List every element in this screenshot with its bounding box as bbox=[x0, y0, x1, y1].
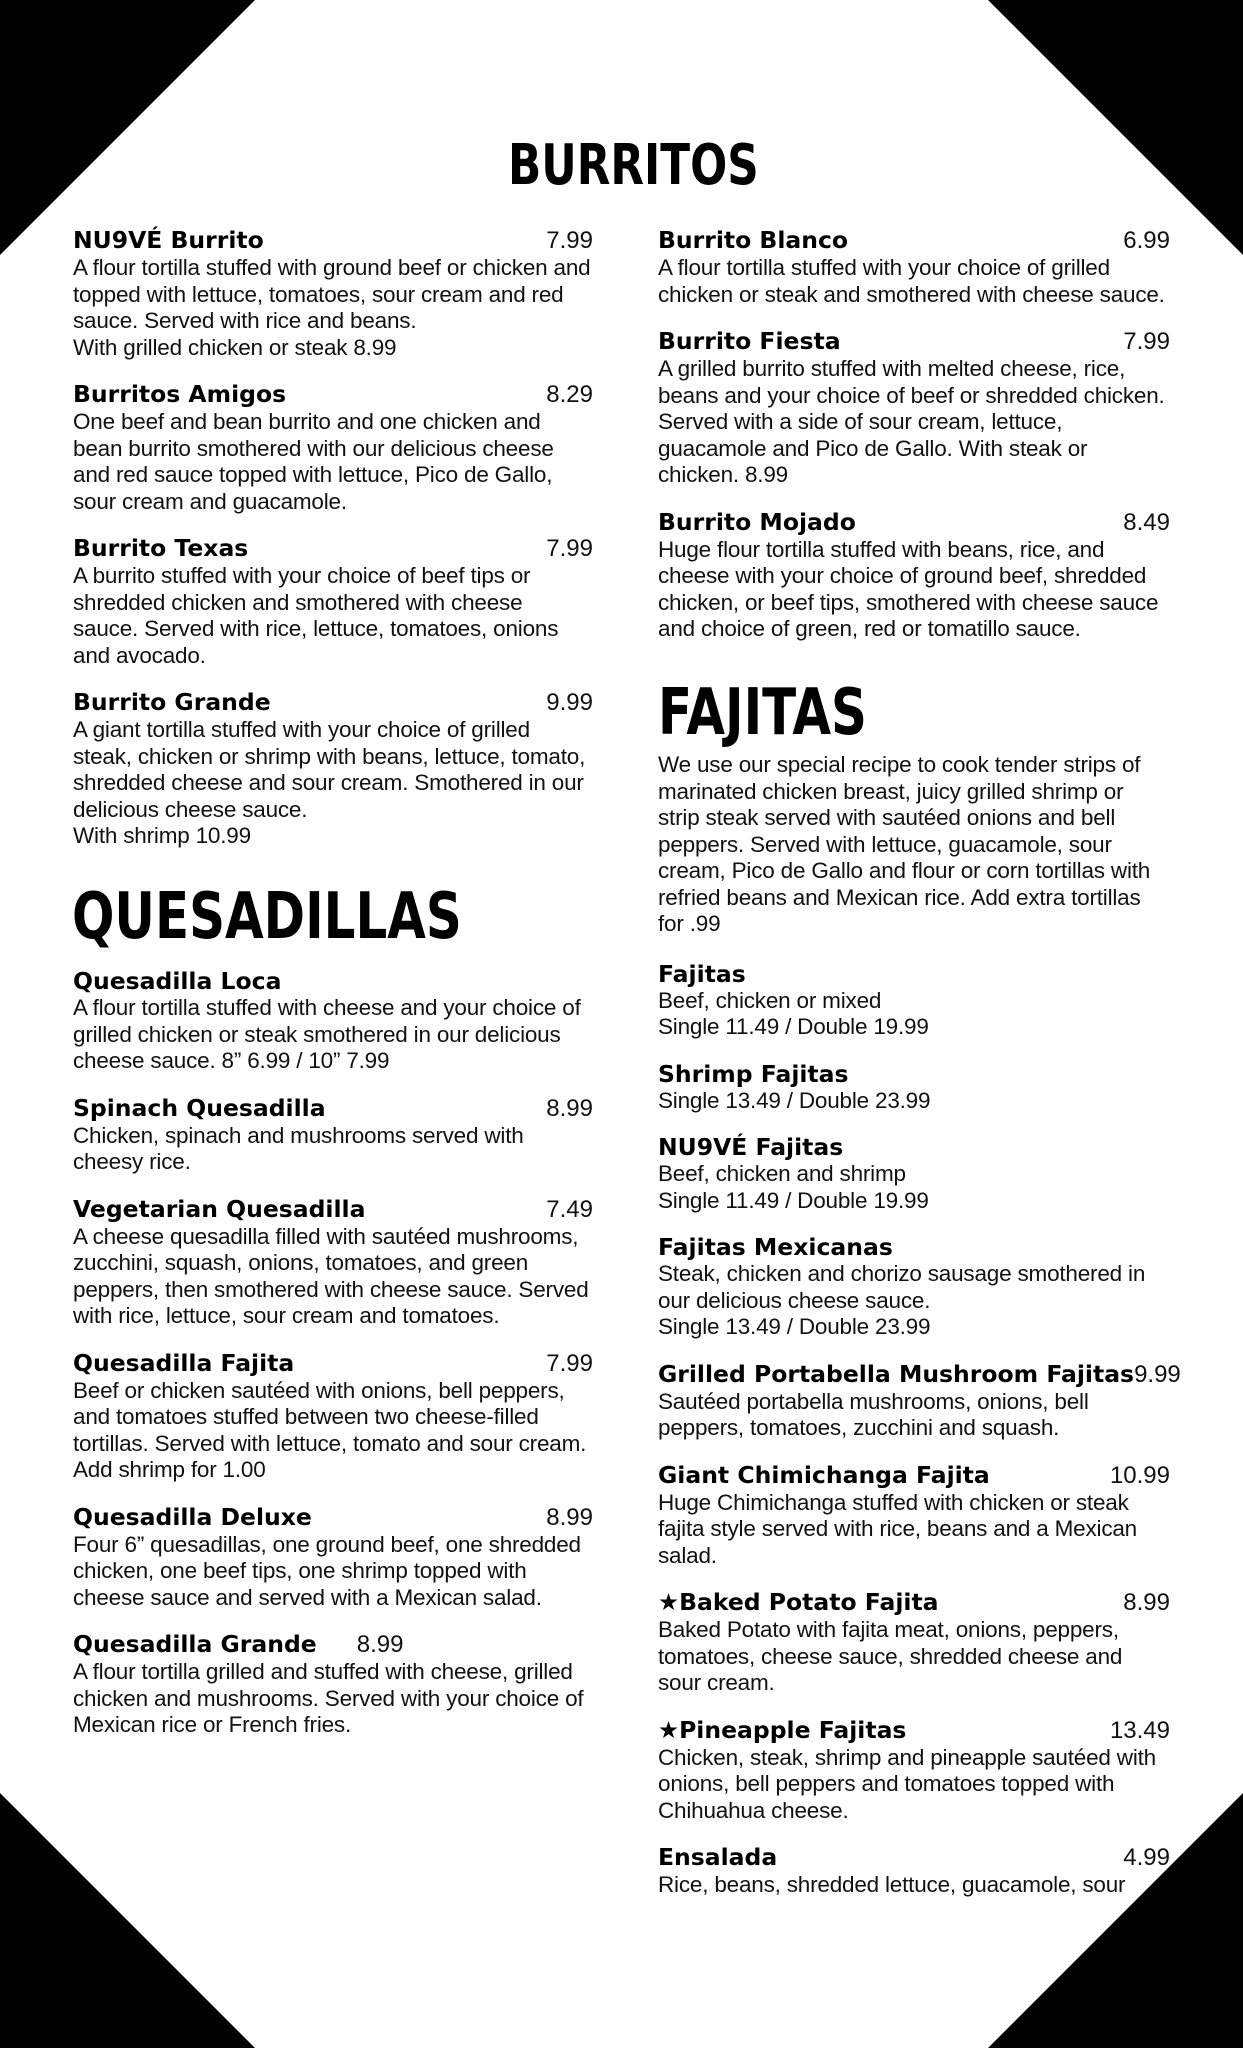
item-name: Baked Potato Fajita bbox=[679, 1588, 939, 1616]
item-price: 9.99 bbox=[1134, 1360, 1181, 1388]
menu-item bbox=[658, 1060, 1170, 1115]
item-description: Huge flour tortilla stuffed with beans, rice, and cheese with your choice of ground beef, shredded chicken, or beef tips, smothered with cheese sauce and choice of green, red or tomatillo sauce. bbox=[658, 536, 1159, 641]
menu-item bbox=[658, 1133, 1170, 1214]
menu-item bbox=[658, 1461, 1170, 1570]
item-description: A giant tortilla stuffed with your choice of grilled steak, chicken or shrimp with beans, lettuce, tomato, shredded cheese and sour cream. Smothered in our delicious cheese sauce. bbox=[73, 717, 586, 822]
item-description: A flour tortilla grilled and stuffed with cheese, grilled chicken and mushrooms. Served with your choice of Mexican rice or French fries. bbox=[73, 1659, 584, 1737]
item-price: 13.49 bbox=[1109, 1716, 1170, 1744]
corner-decoration-bottom-left bbox=[0, 1793, 255, 2048]
corner-decoration-top-right bbox=[988, 0, 1243, 255]
item-name: NU9VÉ Burrito bbox=[73, 226, 264, 254]
item-price: 6.99 bbox=[1123, 227, 1170, 254]
item-description: Beef, chicken and shrimp bbox=[658, 1161, 906, 1186]
item-extra: Single 11.49 / Double 19.99 bbox=[658, 1014, 929, 1039]
star-icon: ★ bbox=[658, 1715, 680, 1744]
menu-item bbox=[73, 380, 593, 515]
item-name: Spinach Quesadilla bbox=[73, 1093, 326, 1122]
item-description: Rice, beans, shredded lettuce, guacamole, sour bbox=[658, 1872, 1126, 1897]
menu-item bbox=[658, 226, 1170, 308]
item-name: Quesadilla Grande bbox=[73, 1630, 317, 1658]
item-description: Beef, chicken or mixed bbox=[658, 987, 882, 1013]
item-name: NU9VÉ Fajitas bbox=[658, 1133, 844, 1161]
item-extra: Single 13.49 / Double 23.99 bbox=[658, 1087, 931, 1113]
burritos-left-column bbox=[73, 226, 593, 869]
item-description: A flour tortilla stuffed with ground beef or chicken and topped with lettuce, tomatoes, sour cream and red sauce. Served with rice and beans. bbox=[73, 255, 591, 333]
item-extra: With shrimp 10.99 bbox=[73, 823, 251, 848]
item-price: 8.49 bbox=[1123, 508, 1170, 536]
item-price: 10.99 bbox=[1109, 1461, 1170, 1489]
item-description: A flour tortilla stuffed with cheese and your choice of grilled chicken or steak smothered in our delicious cheese sauce. 8” 6.99 / 10” 7.99 bbox=[73, 995, 581, 1073]
quesadillas-column bbox=[73, 967, 593, 1758]
item-price: 8.99 bbox=[356, 1631, 404, 1658]
item-price: 8.29 bbox=[546, 381, 593, 408]
item-description: Steak, chicken and chorizo sausage smothered in our delicious cheese sauce. bbox=[658, 1261, 1146, 1313]
section-title-burritos: BURRITOS bbox=[508, 133, 759, 198]
menu-item bbox=[658, 1588, 1170, 1697]
item-name: Ensalada bbox=[658, 1843, 778, 1871]
item-description: One beef and bean burrito and one chicken and bean burrito smothered with our delicious cheese and red sauce topped with lettuce, Pico de Gallo, sour cream and guacamole. bbox=[73, 409, 554, 514]
item-description: Sautéed portabella mushrooms, onions, bell peppers, tomatoes, zucchini and squash. bbox=[658, 1388, 1089, 1440]
item-price: 8.99 bbox=[1123, 1589, 1170, 1616]
burritos-right-column bbox=[658, 226, 1170, 662]
item-price: 7.99 bbox=[546, 1349, 593, 1377]
menu-item bbox=[73, 1349, 593, 1484]
item-price: 7.49 bbox=[546, 1195, 593, 1223]
menu-item bbox=[658, 960, 1170, 1041]
item-name: Burrito Mojado bbox=[658, 507, 856, 536]
menu-item bbox=[658, 1716, 1170, 1825]
menu-item bbox=[658, 1233, 1170, 1341]
item-price: 9.99 bbox=[546, 689, 593, 716]
menu-item bbox=[658, 1843, 1170, 1899]
item-name: Burrito Fiesta bbox=[658, 327, 841, 355]
item-name: Grilled Portabella Mushroom Fajitas bbox=[658, 1359, 1135, 1388]
item-description: Chicken, steak, shrimp and pineapple sautéed with onions, bell peppers and tomatoes topped with Chihuahua cheese. bbox=[658, 1744, 1156, 1823]
item-price: 7.99 bbox=[1123, 328, 1170, 355]
item-name: Vegetarian Quesadilla bbox=[73, 1194, 366, 1223]
menu-item bbox=[73, 1094, 593, 1176]
item-description: Beef or chicken sautéed with onions, bell peppers, and tomatoes stuffed between two cheese-filled tortillas. Served with lettuce, tomato and sour cream. Add shrimp for 1.00 bbox=[73, 1377, 587, 1482]
item-description: A grilled burrito stuffed with melted cheese, rice, beans and your choice of beef or shredded chicken. Served with a side of sour cream, lettuce, guacamole and Pico de Gallo. With steak or chicken. 8.99 bbox=[658, 356, 1165, 487]
menu-item bbox=[73, 1503, 593, 1612]
menu-item bbox=[73, 1630, 593, 1739]
item-price: 8.99 bbox=[546, 1503, 593, 1531]
item-name: Giant Chimichanga Fajita bbox=[658, 1460, 990, 1489]
item-name: Quesadilla Fajita bbox=[73, 1348, 295, 1377]
menu-item bbox=[658, 1359, 1181, 1442]
item-description: A flour tortilla stuffed with your choice of grilled chicken or steak and smothered with cheese sauce. bbox=[658, 255, 1165, 307]
menu-item bbox=[658, 508, 1170, 643]
fajitas-column bbox=[658, 752, 1181, 1918]
item-description: Baked Potato with fajita meat, onions, peppers, tomatoes, cheese sauce, shredded cheese and sour cream. bbox=[658, 1617, 1123, 1695]
corner-decoration-top-left bbox=[0, 0, 255, 255]
item-name: Pineapple Fajitas bbox=[679, 1715, 907, 1744]
item-name: Quesadilla Loca bbox=[73, 967, 282, 995]
item-description: Four 6” quesadillas, one ground beef, one shredded chicken, one beef tips, one shrimp topped with cheese sauce and served with a Mexican salad. bbox=[73, 1531, 581, 1610]
section-title-fajitas: FAJITAS bbox=[658, 676, 867, 750]
menu-item bbox=[73, 967, 593, 1075]
item-price: 8.99 bbox=[546, 1094, 593, 1122]
fajitas-intro: We use our special recipe to cook tender strips of marinated chicken breast, juicy grilled shrimp or strip steak served with sautéed onions and bell peppers. Served with lettuce, guacamole, sour cream, Pico de Gallo and flour or corn tortillas with refried beans and Mexican rice. Add extra tortillas for .99 bbox=[658, 752, 1151, 936]
menu-item bbox=[73, 226, 593, 361]
item-extra: Single 13.49 / Double 23.99 bbox=[658, 1314, 931, 1339]
item-extra: Single 11.49 / Double 19.99 bbox=[658, 1187, 929, 1213]
item-name: Shrimp Fajitas bbox=[658, 1059, 849, 1088]
item-description: A cheese quesadilla filled with sautéed mushrooms, zucchini, squash, onions, tomatoes, and green peppers, then smothered with cheese sauce. Served with rice, lettuce, sour cream and tomatoes. bbox=[73, 1223, 589, 1328]
item-name: Fajitas Mexicanas bbox=[658, 1233, 893, 1261]
menu-item bbox=[73, 688, 593, 850]
item-description: A burrito stuffed with your choice of beef tips or shredded chicken and smothered with cheese sauce. Served with rice, lettuce, tomatoes, onions and avocado. bbox=[73, 563, 559, 668]
item-description: Huge Chimichanga stuffed with chicken or steak fajita style served with rice, beans and a Mexican salad. bbox=[658, 1489, 1137, 1568]
item-name: Burrito Grande bbox=[73, 688, 271, 716]
menu-item bbox=[73, 534, 593, 669]
item-name: Burrito Blanco bbox=[658, 226, 849, 254]
section-title-quesadillas: QUESADILLAS bbox=[72, 880, 462, 954]
item-name: Quesadilla Deluxe bbox=[73, 1502, 312, 1531]
item-price: 7.99 bbox=[546, 535, 593, 562]
item-price: 4.99 bbox=[1123, 1844, 1170, 1871]
item-description: Chicken, spinach and mushrooms served with cheesy rice. bbox=[73, 1122, 524, 1174]
item-price: 7.99 bbox=[546, 227, 593, 254]
menu-item bbox=[658, 327, 1170, 489]
item-extra: With grilled chicken or steak 8.99 bbox=[73, 334, 397, 360]
item-name: Burritos Amigos bbox=[73, 380, 287, 408]
item-name: Fajitas bbox=[658, 959, 746, 988]
menu-item bbox=[73, 1195, 593, 1330]
item-name: Burrito Texas bbox=[73, 534, 249, 562]
star-icon: ★ bbox=[658, 1588, 680, 1616]
